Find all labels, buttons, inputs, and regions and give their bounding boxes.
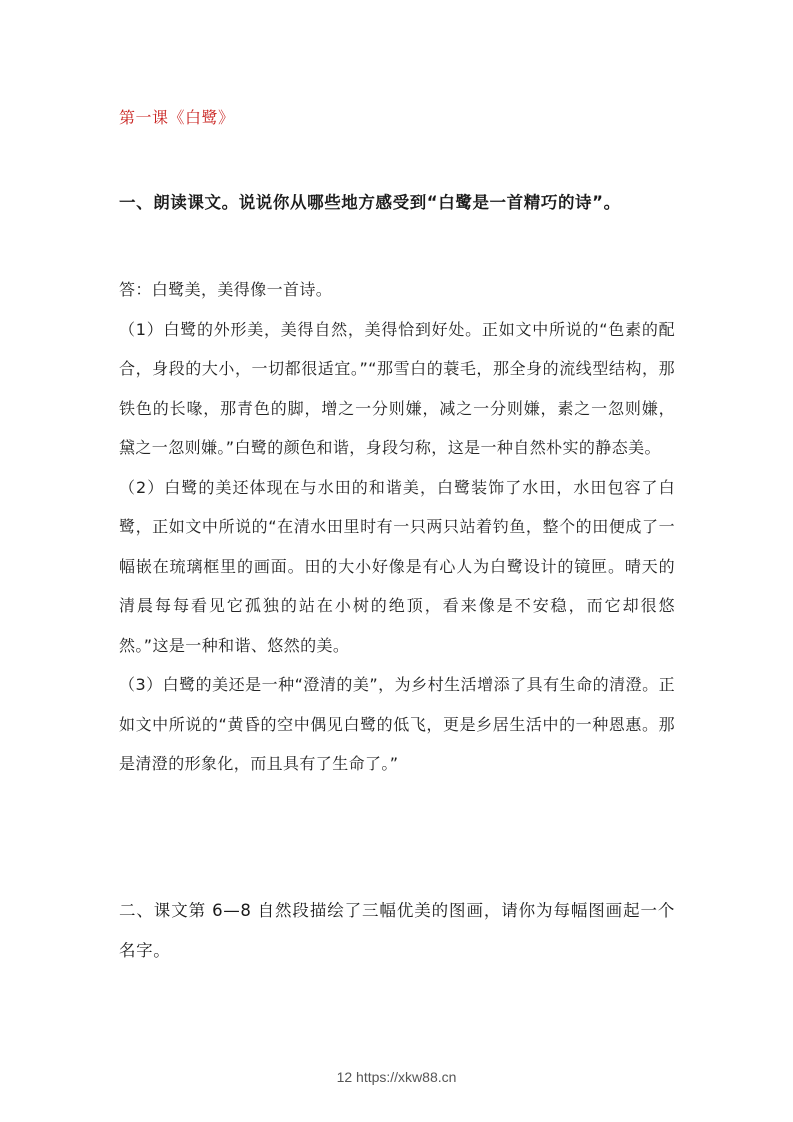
question-2: 二、课文第 6—8 自然段描绘了三幅优美的图画，请你为每幅图画起一个名字。: [119, 901, 675, 960]
answer-point-2: （2）白鹭的美还体现在与水田的和谐美，白鹭装饰了水田，水田包容了白鹭，正如文中所说的“在清水田里时有一只两只站着钓鱼，整个的田便成了一幅嵌在琉璃框里的画面。田的大小好像是有心人为白鹭设计的镜匣。晴天的清晨每每看见它孤独的站在小树的绝顶，看来像是不安稳，而它却很悠然。”这是一种和谐、悠然的美。: [119, 477, 675, 655]
answer-point-1: （1）白鹭的外形美，美得自然，美得恰到好处。正如文中所说的“色素的配合，身段的大小，一切都很适宜。”“那雪白的蓑毛，那全身的流线型结构，那铁色的长喙，那青色的脚，增之一分则嫌，减之一分则嫌，素之一忽则嫌，黛之一忽则嫌。”白鹭的颜色和谐，身段匀称，这是一种自然朴实的静态美。: [119, 319, 675, 457]
page-footer: 12 https://xkw88.cn: [336, 1069, 457, 1085]
answer-point-3: （3）白鹭的美还是一种“澄清的美”，为乡村生活增添了具有生命的清澄。正如文中所说的“黄昏的空中偶见白鹭的低飞，更是乡居生活中的一种恩惠。那是清澄的形象化，而且具有了生命了。”: [119, 675, 675, 773]
answer-block: [119, 270, 675, 784]
lesson-title: 第一课《白鹭》: [119, 108, 235, 127]
question-1: 一、朗读课文。说说你从哪些地方感受到“白鹭是一首精巧的诗”。: [119, 193, 621, 212]
answer-lead: 答：白鹭美，美得像一首诗。: [119, 280, 333, 299]
